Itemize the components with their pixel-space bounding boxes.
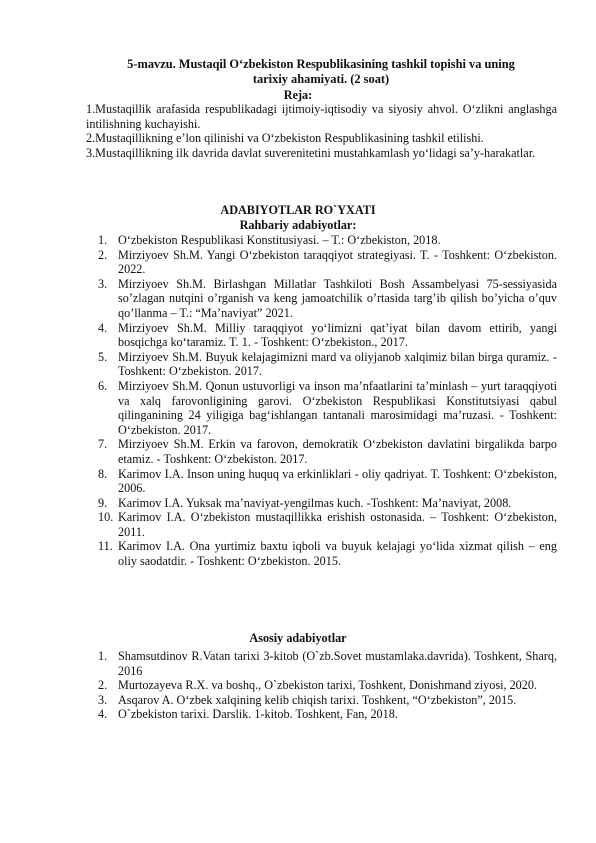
list-item xyxy=(98,277,557,321)
plan-item: 1.Mustaqillik arafasida respublikadagi ijtimoiy-iqtisodiy va siyosiy ahvol. O‘zlikni anglashga intilishning kuchayishi. xyxy=(86,102,557,131)
item-number: 1. xyxy=(98,649,108,663)
list-item xyxy=(98,693,557,708)
plan-item: 2.Mustaqillikning e’lon qilinishi va O‘zbekiston Respublikasining tashkil etilishi. xyxy=(86,131,484,146)
item-text: Mirziyoev Sh.M. Qonun ustuvorligi va inson ma’nfaatlarini ta’minlash – yurt taraqqiyoti va xalq farovonligining garovi. O‘zbekiston Respublikasi Konstitutsiyasi qabul qilinganining 24 yiligiga bag‘ishlangan tantanali marosimidagi ma’ruzasi. - Toshkent: O‘zbekiston. 2017. xyxy=(118,378,557,437)
guiding-literature-list xyxy=(98,233,557,569)
item-number: 6. xyxy=(98,378,108,393)
title-line-2: tarixiy ahamiyati. (2 soat) xyxy=(252,72,390,86)
list-item xyxy=(98,467,557,496)
item-text: Karimov I.A. Yuksak ma’naviyat-yengilmas kuch. -Toshkent: Ma’naviyat, 2008. xyxy=(118,495,512,510)
main-literature-list xyxy=(98,649,557,722)
item-number: 4. xyxy=(98,707,108,722)
literature-heading: ADABIYOTLAR RO`YXATI xyxy=(220,203,376,217)
item-text: Mirziyoev Sh.M. Yangi O‘zbekiston taraqqiyot strategiyasi. T. - Toshkent: O‘zbekiston. 2022. xyxy=(118,247,557,277)
item-number: 5. xyxy=(98,349,108,364)
item-number: 2. xyxy=(98,247,108,262)
item-number: 9. xyxy=(98,495,108,510)
item-text: Karimov I.A. Ona yurtimiz baxtu iqboli va buyuk kelajagi yo‘lida xizmat qilish – eng oliy saodatdir. - Toshkent: O‘zbekiston. 2015. xyxy=(118,539,557,569)
item-number: 4. xyxy=(98,320,108,335)
item-number: 3. xyxy=(98,692,108,707)
item-text: Mirziyoev Sh.M. Erkin va farovon, demokratik O‘zbekiston davlatini birgalikda barpo etamiz. - Toshkent: O‘zbekiston. 2017. xyxy=(118,437,557,466)
list-item xyxy=(98,649,557,678)
list-item xyxy=(98,437,557,466)
item-number: 7. xyxy=(98,437,108,452)
list-item xyxy=(98,321,557,350)
item-text: O`zbekiston tarixi. Darslik. 1-kitob. Toshkent, Fan, 2018. xyxy=(118,707,398,722)
list-item xyxy=(98,539,557,568)
list-item xyxy=(98,379,557,437)
list-item xyxy=(98,496,557,511)
title-line-1: 5-mavzu. Mustaqil O‘zbekiston Respublikasining tashkil topishi va uning xyxy=(127,57,515,71)
item-number: 10. xyxy=(98,510,114,525)
list-item xyxy=(98,350,557,379)
main-literature-heading: Asosiy adabiyotlar xyxy=(249,631,347,645)
list-item xyxy=(98,707,557,722)
item-text: Mirziyoev Sh.M. Birlashgan Millatlar Tashkiloti Bosh Assambelyasi 75-sessiyasida so’zlagan nutqini o’rganish va keng jamoatchilik o’rtasida targ’ib qilish bo’yicha o’quv qo’llanma – T.: “Ma’naviyat” 2021. xyxy=(118,276,557,320)
item-number: 11. xyxy=(98,539,113,554)
item-number: 3. xyxy=(98,276,108,291)
item-text: Karimov I.A. Inson uning huquq va erkinliklari - oliy qadriyat. T. Toshkent: O‘zbekiston, 2006. xyxy=(118,466,557,496)
plan-heading: Reja: xyxy=(283,88,313,102)
item-number: 1. xyxy=(98,233,108,247)
item-text: Murtozayeva R.X. va boshq., O`zbekiston tarixi, Toshkent, Donishmand ziyosi, 2020. xyxy=(118,678,537,693)
item-text: Asqarov A. O‘zbek xalqining kelib chiqish tarixi. Toshkent, “O‘zbekiston”, 2015. xyxy=(118,692,517,707)
page-title xyxy=(86,57,556,87)
list-item xyxy=(98,510,557,539)
item-text: Karimov I.A. O‘zbekiston mustaqillikka erishish ostonasida. – Toshkent: O‘zbekiston, 2011. xyxy=(118,510,557,539)
item-text: O‘zbekiston Respublikasi Konstitusiyasi. – T.: O‘zbekiston, 2018. xyxy=(118,233,441,247)
guiding-literature-heading: Rahbariy adabiyotlar: xyxy=(239,218,357,232)
list-item xyxy=(98,248,557,277)
list-item xyxy=(98,233,557,248)
item-text: Mirziyoev Sh.M. Milliy taraqqiyot yo‘limizni qat’iyat bilan davom ettirib, yangi bosqichga ko‘taramiz. T. 1. - Toshkent: O‘zbekiston., 2017. xyxy=(118,320,557,350)
plan-item: 3.Mustaqillikning ilk davrida davlat suverenitetini mustahkamlash yo‘lidagi sa’y-harakatlar. xyxy=(86,145,536,160)
item-number: 8. xyxy=(98,466,108,481)
list-item xyxy=(98,678,557,693)
item-text: Mirziyoev Sh.M. Buyuk kelajagimizni mard va oliyjanob xalqimiz bilan birga quramiz. - Toshkent: O‘zbekiston. 2017. xyxy=(118,349,557,379)
plan-list xyxy=(86,102,557,160)
item-text: Shamsutdinov R.Vatan tarixi 3-kitob (O`zb.Sovet mustamlaka.davrida). Toshkent, Sharq, 2016 xyxy=(118,649,557,678)
item-number: 2. xyxy=(98,678,108,693)
